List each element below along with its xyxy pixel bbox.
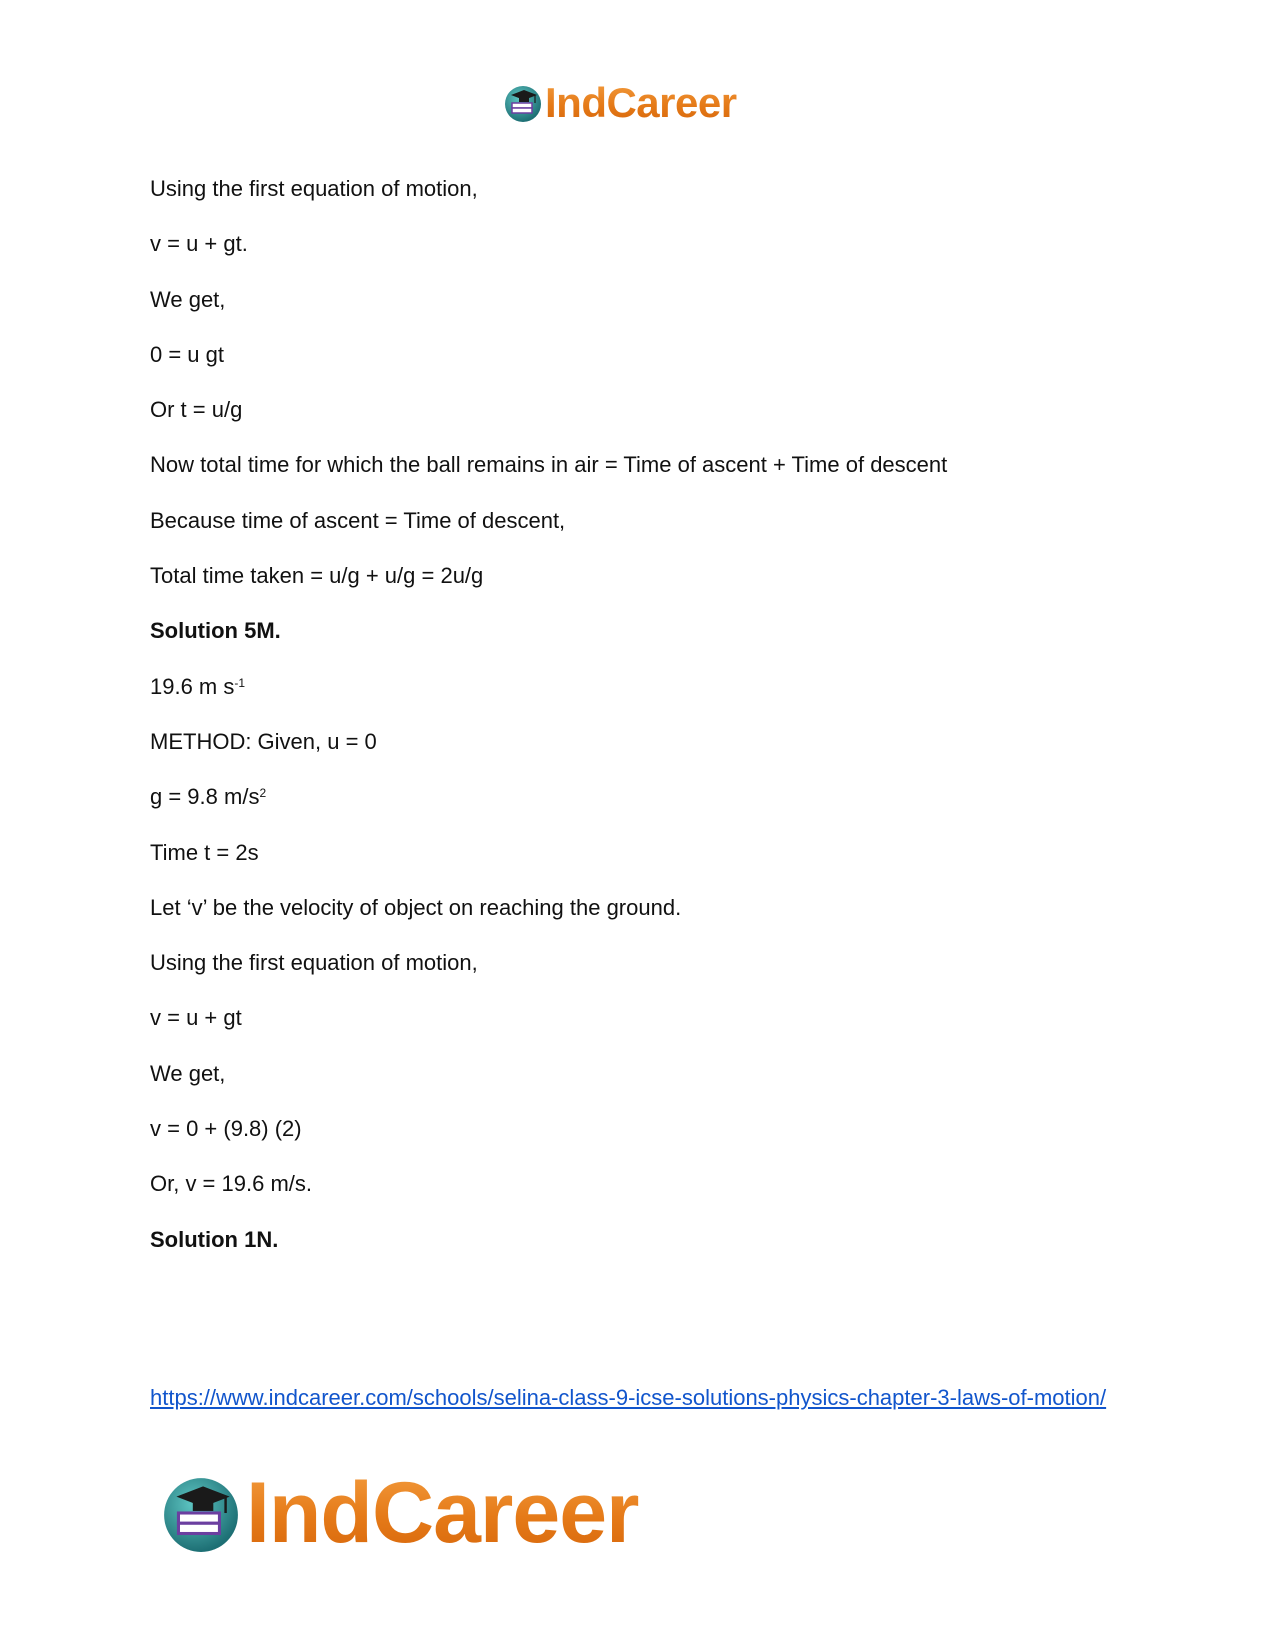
superscript: -1 — [234, 675, 246, 690]
line-text: Or t = u/g — [150, 397, 243, 423]
line-text: v = u + gt — [150, 1005, 242, 1031]
line-text: g = 9.8 m/s — [150, 784, 260, 810]
line-text: v = 0 + (9.8) (2) — [150, 1116, 302, 1142]
source-link[interactable]: https://www.indcareer.com/schools/selina-class-9-icse-solutions-physics-chapter-3-laws-of-motion/ — [150, 1385, 1107, 1410]
text-line — [150, 729, 1130, 755]
line-text: 0 = u gt — [150, 341, 225, 367]
text-line — [150, 1005, 1130, 1031]
text-line — [150, 508, 1130, 534]
text-line — [150, 563, 1130, 589]
line-text: Let ‘v’ be the velocity of object on reaching the ground. — [150, 894, 682, 920]
graduation-cap-book-globe-icon — [160, 1472, 242, 1554]
line-text: Solution 5M. — [150, 618, 281, 644]
line-text: Now total time for which the ball remains in air = Time of ascent + Time of descent — [150, 452, 948, 478]
text-line — [150, 895, 1130, 921]
text-line — [150, 452, 1130, 478]
line-text: 19.6 m s — [150, 673, 235, 699]
graduation-cap-book-globe-icon — [503, 83, 543, 123]
line-text: Solution 1N. — [150, 1226, 279, 1252]
logo-wordmark: IndCareer — [246, 1465, 639, 1561]
line-text: Or, v = 19.6 m/s. — [150, 1171, 313, 1197]
line-text: We get, — [150, 1060, 226, 1086]
footer-logo — [160, 1465, 639, 1561]
line-text: Using the first equation of motion, — [150, 950, 478, 976]
line-text: Total time taken = u/g + u/g = 2u/g — [150, 563, 484, 589]
document-body — [150, 176, 1130, 1282]
text-line — [150, 342, 1130, 368]
text-line — [150, 840, 1130, 866]
line-text: Using the first equation of motion, — [150, 176, 478, 201]
solution-heading — [150, 1227, 1130, 1253]
text-line — [150, 176, 1130, 202]
text-line — [150, 950, 1130, 976]
logo-wordmark: IndCareer — [545, 79, 737, 126]
header-logo — [503, 80, 737, 126]
text-line — [150, 1061, 1130, 1087]
text-line — [150, 231, 1130, 257]
solution-heading — [150, 618, 1130, 644]
text-line — [150, 397, 1130, 423]
line-text: v = u + gt. — [150, 231, 248, 257]
text-line — [150, 1116, 1130, 1142]
text-line — [150, 784, 1130, 810]
line-text: We get, — [150, 286, 226, 312]
line-text: Time t = 2s — [150, 839, 259, 865]
text-line — [150, 287, 1130, 313]
line-text: METHOD: Given, u = 0 — [150, 728, 377, 754]
text-line — [150, 1171, 1130, 1197]
line-text: Because time of ascent = Time of descent, — [150, 507, 566, 533]
text-line — [150, 674, 1130, 700]
superscript: 2 — [259, 786, 267, 801]
